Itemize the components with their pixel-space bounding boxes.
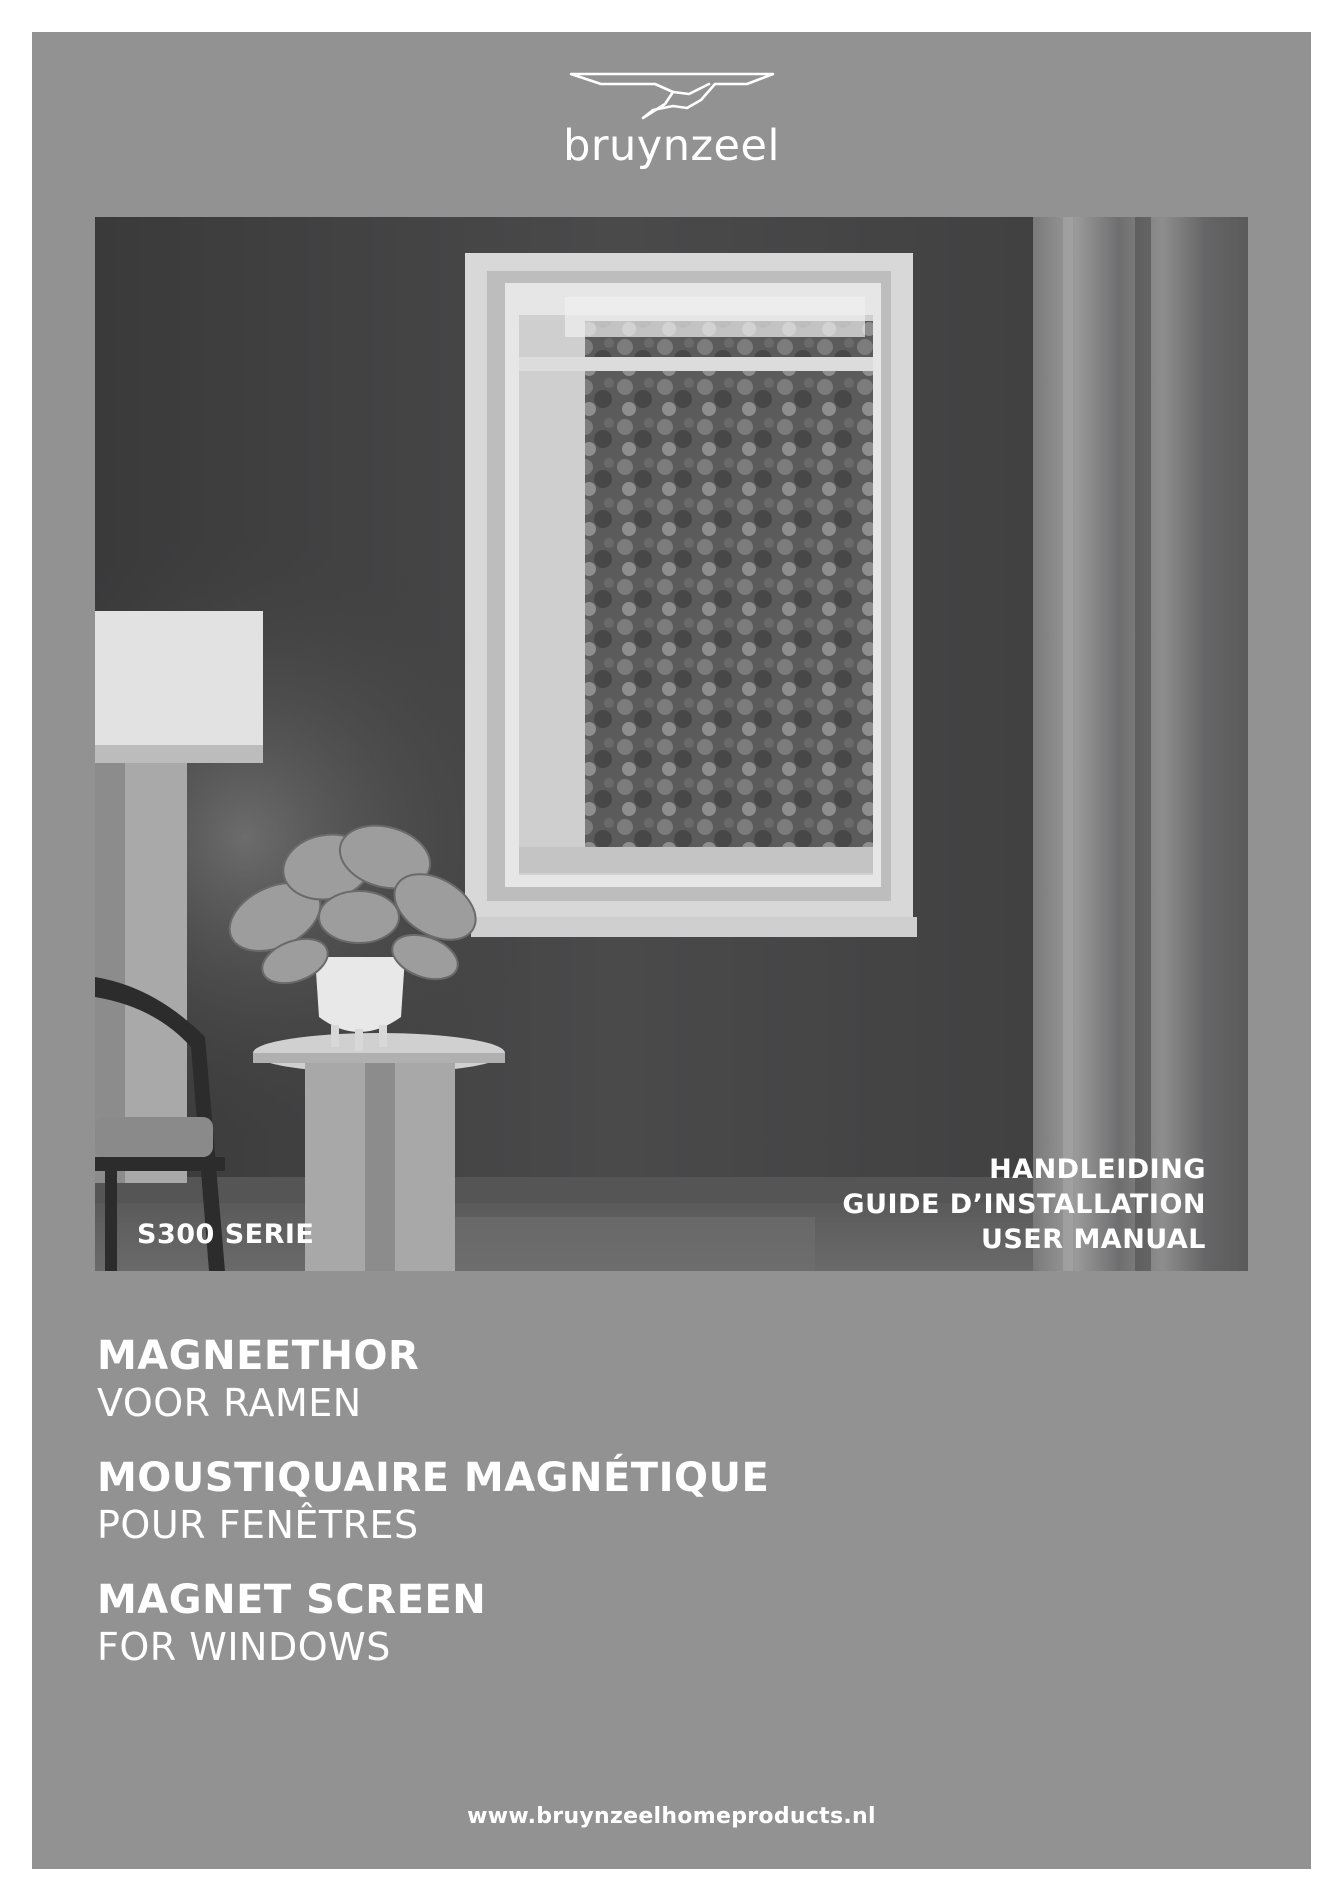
manual-label-en: USER MANUAL bbox=[980, 1224, 1206, 1255]
title-sub-nl: VOOR RAMEN bbox=[97, 1381, 362, 1425]
cover-photo bbox=[95, 217, 1248, 1271]
title-main-nl: MAGNEETHOR bbox=[97, 1333, 420, 1379]
title-sub-en: FOR WINDOWS bbox=[97, 1625, 391, 1669]
title-sub-fr: POUR FENÊTRES bbox=[97, 1503, 419, 1547]
brand-name: bruynzeel bbox=[563, 121, 780, 171]
series-label: S300 SERIE bbox=[137, 1219, 315, 1250]
cover-page bbox=[32, 32, 1311, 1869]
manual-label-fr: GUIDE D’INSTALLATION bbox=[842, 1189, 1206, 1220]
website-url: www.bruynzeelhomeproducts.nl bbox=[467, 1804, 876, 1829]
title-block-fr bbox=[97, 1454, 1247, 1548]
title-main-fr: MOUSTIQUAIRE MAGNÉTIQUE bbox=[97, 1455, 770, 1501]
title-main-en: MAGNET SCREEN bbox=[97, 1577, 487, 1623]
manual-label-nl: HANDLEIDING bbox=[989, 1154, 1206, 1185]
manual-labels bbox=[842, 1152, 1206, 1257]
title-block-nl bbox=[97, 1332, 1247, 1426]
gull-logo-icon bbox=[569, 70, 775, 120]
product-titles bbox=[97, 1332, 1247, 1698]
room-window-illustration bbox=[95, 217, 1248, 1271]
title-block-en bbox=[97, 1576, 1247, 1670]
brand-logo bbox=[32, 70, 1311, 170]
